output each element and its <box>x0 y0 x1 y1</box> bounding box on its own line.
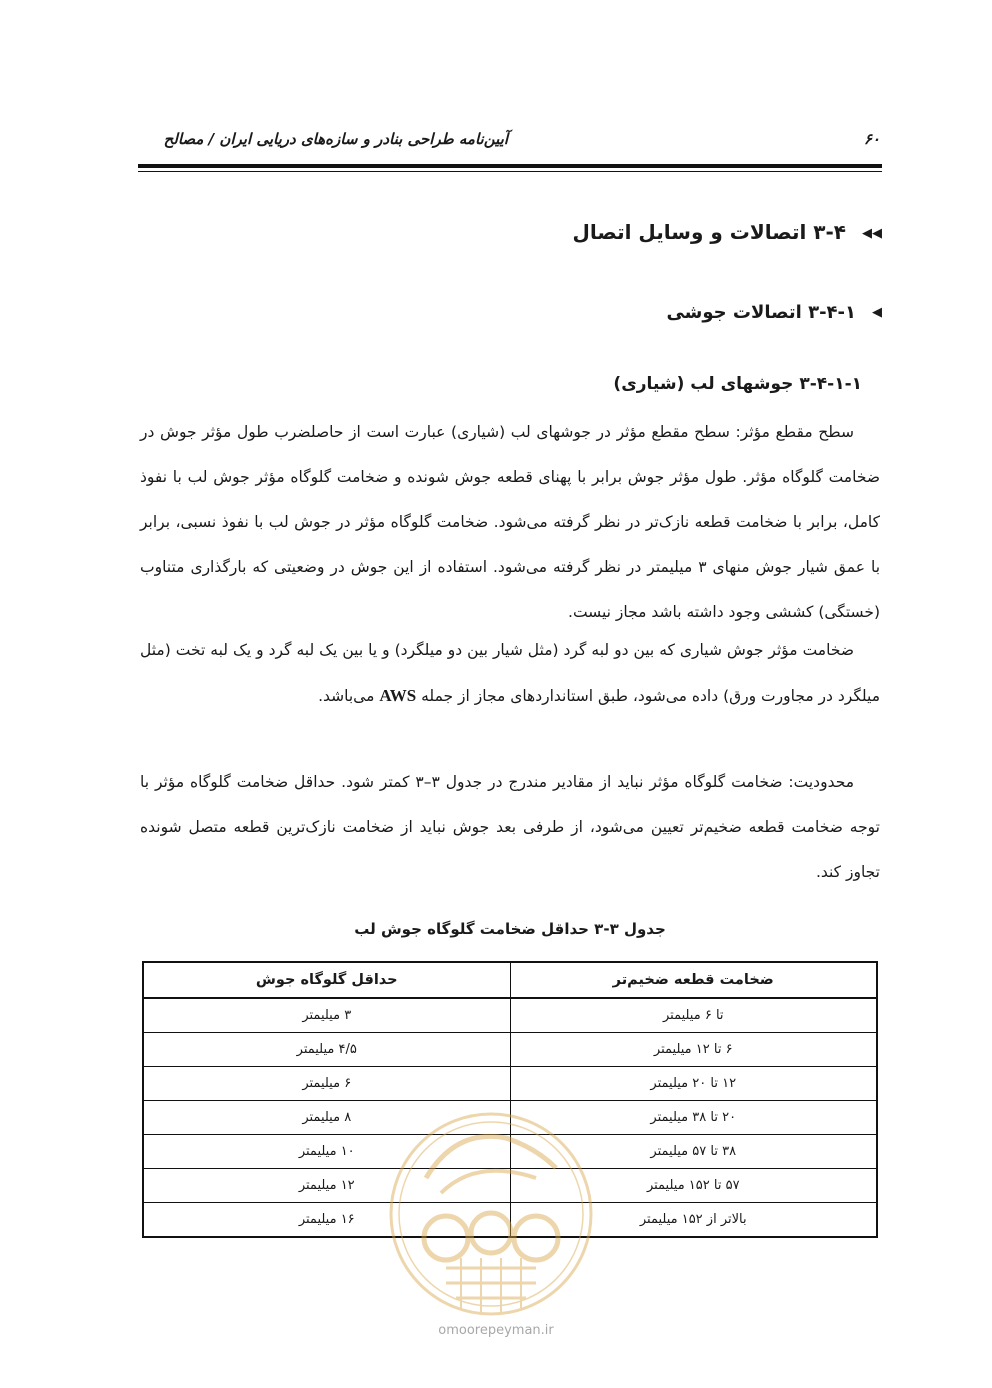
column-header: ضخامت قطعه ضخیم‌تر <box>510 962 877 998</box>
running-header <box>140 130 880 160</box>
page-number: ۶۰ <box>863 130 880 148</box>
table-row <box>143 1033 877 1067</box>
watermark-url-text: omoorepeyman.ir <box>438 1323 554 1338</box>
table-cell: ۱۲ میلیمتر <box>143 1169 510 1203</box>
table-cell: ۲۰ تا ۳۸ میلیمتر <box>510 1101 877 1135</box>
subsection-heading-text: ۳-۴-۱ اتصالات جوشی <box>666 302 856 323</box>
header-title: آیین‌نامه طراحی بنادر و سازه‌های دریایی ایران / مصالح <box>163 130 508 148</box>
subsection-heading <box>666 302 882 323</box>
table-header-row <box>143 962 877 998</box>
paragraph-text: محدودیت: ضخامت گلوگاه مؤثر نباید از مقادیر مندرج در جدول ۳–۳ کمتر شود. حداقل ضخامت گلوگاه مؤثر با توجه ضخامت قطعه ضخیم‌تر تعیین می‌شود، از طرفی بعد جوش نباید از ضخامت نازک‌ترین قطعه متصل شونده تجاوز کند. <box>140 773 880 881</box>
paragraph-limitation <box>140 760 880 895</box>
table-row <box>143 1067 877 1101</box>
arrow-icon: ◀ <box>872 305 882 320</box>
subsubsection-heading: ۳-۴-۱-۱ جوشهای لب (شیاری) <box>613 374 862 394</box>
section-heading <box>573 220 882 244</box>
table-cell: بالاتر از ۱۵۲ میلیمتر <box>510 1203 877 1238</box>
table-cell: ۶ میلیمتر <box>143 1067 510 1101</box>
table-cell: ۶ تا ۱۲ میلیمتر <box>510 1033 877 1067</box>
table-cell: ۱۶ میلیمتر <box>143 1203 510 1238</box>
double-arrow-icon: ◀◀ <box>862 226 882 241</box>
standard-name: AWS <box>379 686 417 705</box>
table-cell: ۵۷ تا ۱۵۲ میلیمتر <box>510 1169 877 1203</box>
table-row <box>143 998 877 1033</box>
paragraph-text: ضخامت مؤثر جوش شیاری که بین دو لبه گرد (مثل شیار بین دو میلگرد) و یا بین یک لبه گرد و یک لبه تخت (مثل میلگرد در مجاورت ورق) داده می‌شود، طبق استانداردهای مجاز از جمله <box>140 641 880 705</box>
paragraph-effective-thickness <box>140 628 880 719</box>
paragraph-effective-area <box>140 410 880 635</box>
section-heading-text: ۳-۴ اتصالات و وسایل اتصال <box>572 220 846 244</box>
paragraph-text: سطح مقطع مؤثر: سطح مقطع مؤثر در جوشهای لب (شیاری) عبارت است از حاصلضرب طول مؤثر جوش در ضخامت گلوگاه مؤثر. طول مؤثر جوش برابر با پهنای قطعه جوش شونده و ضخامت گلوگاه مؤثر جوش لب با نفوذ کامل، برابر با ضخامت قطعه نازک‌تر در نظر گرفته می‌شود. ضخامت گلوگاه مؤثر در جوش لب با نفوذ نسبی، برابر با عمق شیار جوش منهای ۳ میلیمتر در نظر گرفته می‌شود. استفاده از این جوش در وضعیتی که بارگذاری متناوب (خستگی) کششی وجود داشته باشد مجاز نیست. <box>140 423 881 621</box>
table-cell: ۱۰ میلیمتر <box>143 1135 510 1169</box>
header-rule-thin <box>138 171 882 172</box>
table-cell: ۸ میلیمتر <box>143 1101 510 1135</box>
table-cell: تا ۶ میلیمتر <box>510 998 877 1033</box>
table-cell: ۴/۵ میلیمتر <box>143 1033 510 1067</box>
table-caption: جدول ۳-۳ حداقل ضخامت گلوگاه جوش لب <box>354 920 666 938</box>
table-cell: ۳۸ تا ۵۷ میلیمتر <box>510 1135 877 1169</box>
watermark-url <box>0 1323 992 1338</box>
table-cell: ۱۲ تا ۲۰ میلیمتر <box>510 1067 877 1101</box>
paragraph-text: می‌باشد. <box>318 687 375 705</box>
table-cell: ۳ میلیمتر <box>143 998 510 1033</box>
header-rule-thick <box>138 164 882 168</box>
column-header: حداقل گلوگاه جوش <box>143 962 510 998</box>
watermark-seal-logo <box>386 1108 596 1320</box>
